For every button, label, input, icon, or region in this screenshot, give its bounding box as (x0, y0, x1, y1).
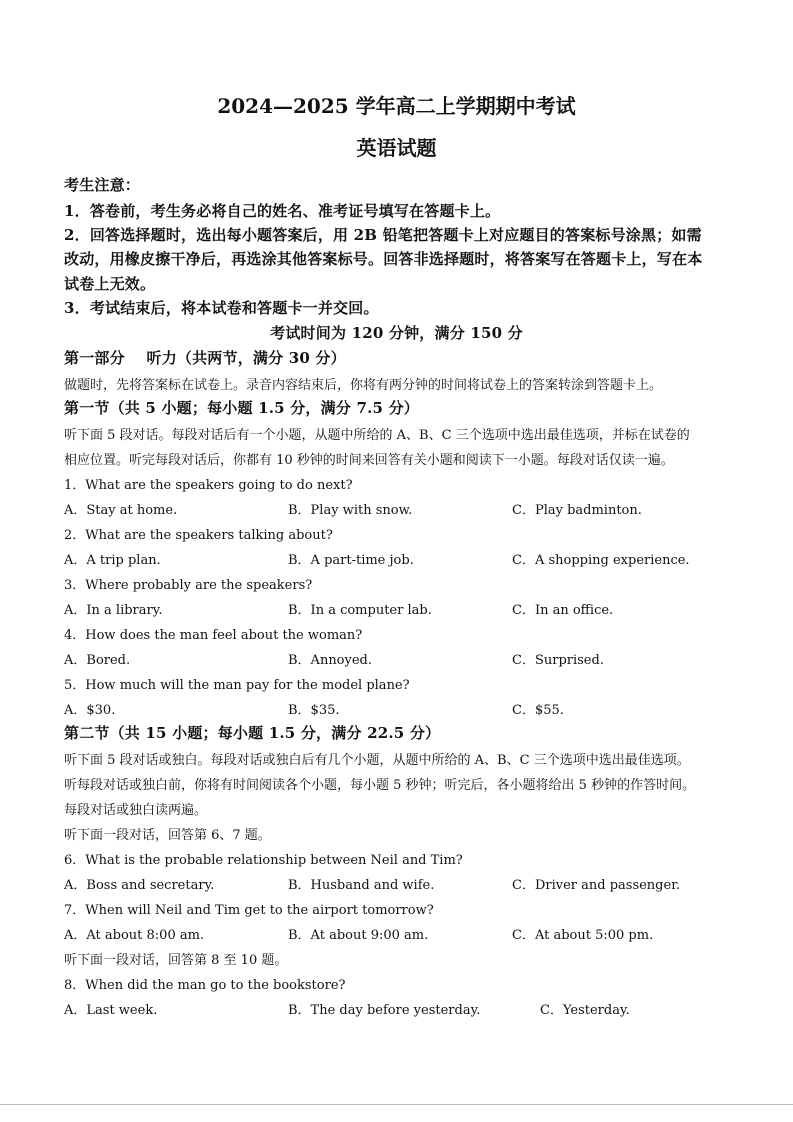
q5-option-a: A．$30. (64, 703, 116, 718)
notice-item-2b: 改动，用橡皮擦干净后，再选涂其他答案标号。回答非选择题时，将答案写在答题卡上，写在本 (64, 250, 703, 268)
question-7: 7．When will Neil and Tim get to the airport tomorrow? (64, 903, 434, 918)
q5-option-b: B．$35. (288, 703, 340, 718)
part1-heading: 第一部分 听力（共两节，满分 30 分） (64, 349, 346, 367)
q7-option-a: A．At about 8:00 am. (64, 928, 205, 943)
notice-item-2c: 试卷上无效。 (64, 275, 156, 293)
footer-divider (0, 1104, 793, 1105)
section2-instruction-1: 听下面 5 段对话或独白。每段对话或独白后有几个小题，从题中所给的 A、B、C 三个选项中选出最佳选项。 (64, 753, 690, 768)
q7-option-b: B．At about 9:00 am. (288, 928, 429, 943)
notice-item-3: 3．考试结束后，将本试卷和答题卡一并交回。 (64, 299, 379, 317)
part1-instruction: 做题时，先将答案标在试卷上。录音内容结束后，你将有两分钟的时间将试卷上的答案转涂到答题卡上。 (64, 378, 663, 393)
q4-option-a: A．Bored. (64, 653, 131, 668)
q2-option-c: C．A shopping experience. (512, 553, 690, 568)
q3-option-a: A．In a library. (64, 603, 163, 618)
q3-option-b: B．In a computer lab. (288, 603, 432, 618)
section2-heading: 第二节（共 15 小题；每小题 1.5 分，满分 22.5 分） (64, 724, 441, 742)
group-1-instruction: 听下面一段对话，回答第 6、7 题。 (64, 828, 271, 843)
q4-option-b: B．Annoyed. (288, 653, 373, 668)
q5-option-c: C．$55. (512, 703, 564, 718)
section1-heading: 第一节（共 5 小题；每小题 1.5 分，满分 7.5 分） (64, 399, 419, 417)
q1-option-c: C．Play badminton. (512, 503, 642, 518)
section2-instruction-3: 每段对话或独白读两遍。 (64, 803, 208, 818)
question-8: 8．When did the man go to the bookstore? (64, 978, 346, 993)
notice-heading: 考生注意： (64, 176, 141, 194)
q1-option-b: B．Play with snow. (288, 503, 413, 518)
q3-option-c: C．In an office. (512, 603, 614, 618)
q4-option-c: C．Surprised. (512, 653, 604, 668)
q6-option-b: B．Husband and wife. (288, 878, 435, 893)
q6-option-a: A．Boss and secretary. (64, 878, 215, 893)
section2-instruction-2: 听每段对话或独白前，你将有时间阅读各个小题，每小题 5 秒钟；听完后，各小题将给出 5 秒钟的作答时间。 (64, 778, 696, 793)
q8-option-a: A．Last week. (64, 1003, 158, 1018)
q8-option-c: C．Yesterday. (540, 1003, 630, 1018)
exam-title: 2024—2025 学年高二上学期期中考试 (217, 94, 576, 118)
q2-option-b: B．A part-time job. (288, 553, 414, 568)
q2-option-a: A．A trip plan. (64, 553, 161, 568)
question-6: 6．What is the probable relationship between Neil and Tim? (64, 853, 463, 868)
group-2-instruction: 听下面一段对话，回答第 8 至 10 题。 (64, 953, 288, 968)
notice-item-1: 1．答卷前，考生务必将自己的姓名、准考证号填写在答题卡上。 (64, 202, 501, 220)
q1-option-a: A．Stay at home. (64, 503, 178, 518)
q8-option-b: B．The day before yesterday. (288, 1003, 481, 1018)
question-1: 1．What are the speakers going to do next? (64, 478, 353, 493)
section1-instruction-2: 相应位置。听完每段对话后，你都有 10 秒钟的时间来回答有关小题和阅读下一小题。每段对话仅读一遍。 (64, 453, 674, 468)
notice-item-2a: 2．回答选择题时，选出每小题答案后，用 2B 铅笔把答题卡上对应题目的答案标号涂黑；如需 (64, 226, 702, 244)
question-4: 4．How does the man feel about the woman? (64, 628, 363, 643)
question-2: 2．What are the speakers talking about? (64, 528, 333, 543)
question-5: 5．How much will the man pay for the model plane? (64, 678, 410, 693)
q7-option-c: C．At about 5:00 pm. (512, 928, 654, 943)
exam-subject: 英语试题 (356, 136, 437, 160)
q6-option-c: C．Driver and passenger. (512, 878, 681, 893)
question-3: 3．Where probably are the speakers? (64, 578, 313, 593)
exam-time-info: 考试时间为 120 分钟，满分 150 分 (270, 324, 523, 342)
section1-instruction-1: 听下面 5 段对话。每段对话后有一个小题，从题中所给的 A、B、C 三个选项中选出最佳选项，并标在试卷的 (64, 428, 690, 443)
